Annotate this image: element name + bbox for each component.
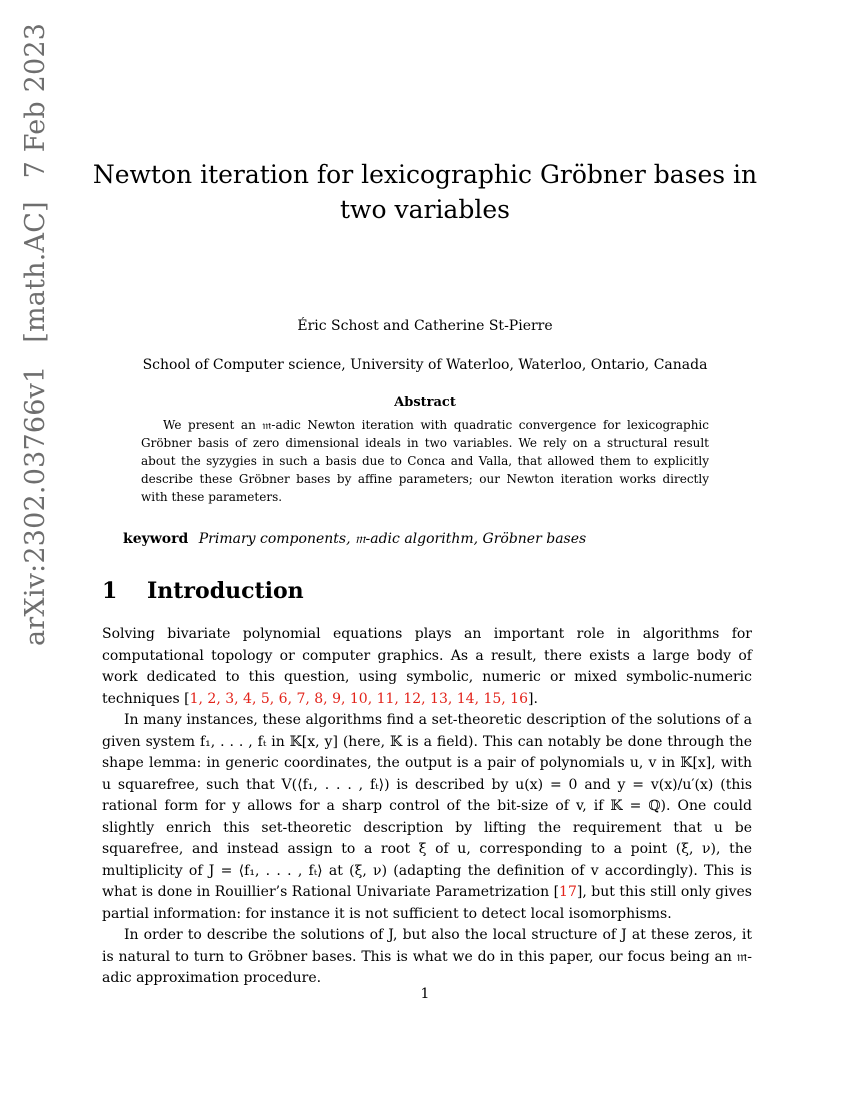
citation-link-17[interactable]: 17	[559, 884, 577, 900]
page-number: 1	[420, 986, 430, 1002]
arxiv-id[interactable]: arXiv:2302.03766v1	[20, 365, 51, 646]
arxiv-category: [math.AC]	[20, 201, 51, 343]
citation-links-1-16[interactable]: 1, 2, 3, 4, 5, 6, 7, 8, 9, 10, 11, 12, 13, 14, 15, 16	[189, 690, 528, 707]
arxiv-date: 7 Feb 2023	[20, 22, 51, 179]
keywords-line	[123, 531, 586, 547]
keywords-list: Primary components, 𝔪-adic algorithm, Gröbner bases	[198, 531, 587, 547]
section-heading	[102, 578, 304, 604]
paragraph-1-end: ].	[528, 690, 538, 707]
paragraph-3: In order to describe the solutions of J, but also the local structure of J at these zeros, it is natural to turn to Gröbner bases. This is what we do in this paper, our focus being an 𝔪-adic approximation procedure.	[102, 927, 752, 986]
section-title: Introduction	[146, 578, 304, 604]
paragraph-1-text: Solving bivariate polynomial equations plays an important role in algorithms for computational topology or computer graphics. As a result, there exists a large body of work dedicated to this question, using symbolic, numeric or mixed symbolic-numeric techniques [	[102, 626, 752, 707]
keywords-label: keyword	[123, 531, 189, 547]
paragraph-2-end: ], but this still only gives partial information: for instance it is not sufficient to detect local isomorphisms.	[102, 884, 752, 922]
abstract-text: We present an 𝔪-adic Newton iteration with quadratic convergence for lexicographic Gröbner basis of zero dimensional ideals in two variables. We rely on a structural result about the syzygies in such a basis due to Conca and Valla, that allowed them to explicitly describe these Gröbner bases by affine parameters; our Newton iteration works directly with these parameters.	[141, 418, 709, 504]
paragraph-1	[102, 624, 752, 710]
paper-affiliation: School of Computer science, University of Waterloo, Waterloo, Ontario, Canada	[142, 357, 708, 373]
paper-title: Newton iteration for lexicographic Gröbner bases in two variables	[92, 160, 758, 224]
body-text	[102, 624, 752, 990]
paragraph-2	[102, 710, 752, 925]
section-number: 1	[102, 578, 118, 604]
abstract-heading: Abstract	[394, 395, 456, 410]
paper-authors: Éric Schost and Catherine St-Pierre	[297, 318, 553, 334]
paragraph-2-text: In many instances, these algorithms find a set-theoretic description of the solutions of a given system f₁, . . . , fₜ in 𝕂[x, y] (here, 𝕂 is a field). This can notably be done through the shape lemma: in generic coordinates, the output is a pair of polynomials u, v in 𝕂[x], with u squarefree, such that V(⟨f₁, . . . , fₜ⟩) is described by u(x) = 0 and y = v(x)/u′(x) (this rational form for y allows for a sharp control of the bit-size of v, if 𝕂 = ℚ). One could slightly enrich this set-theoretic description by lifting the requirement that u be squarefree, and instead assign to a root ξ of u, corresponding to a point (ξ, ν), the multiplicity of J = ⟨f₁, . . . , fₜ⟩ at (ξ, ν) (adapting the definition of v accordingly). This is what is done in Rouillier’s Rational Univariate Parametrization [	[102, 712, 752, 900]
